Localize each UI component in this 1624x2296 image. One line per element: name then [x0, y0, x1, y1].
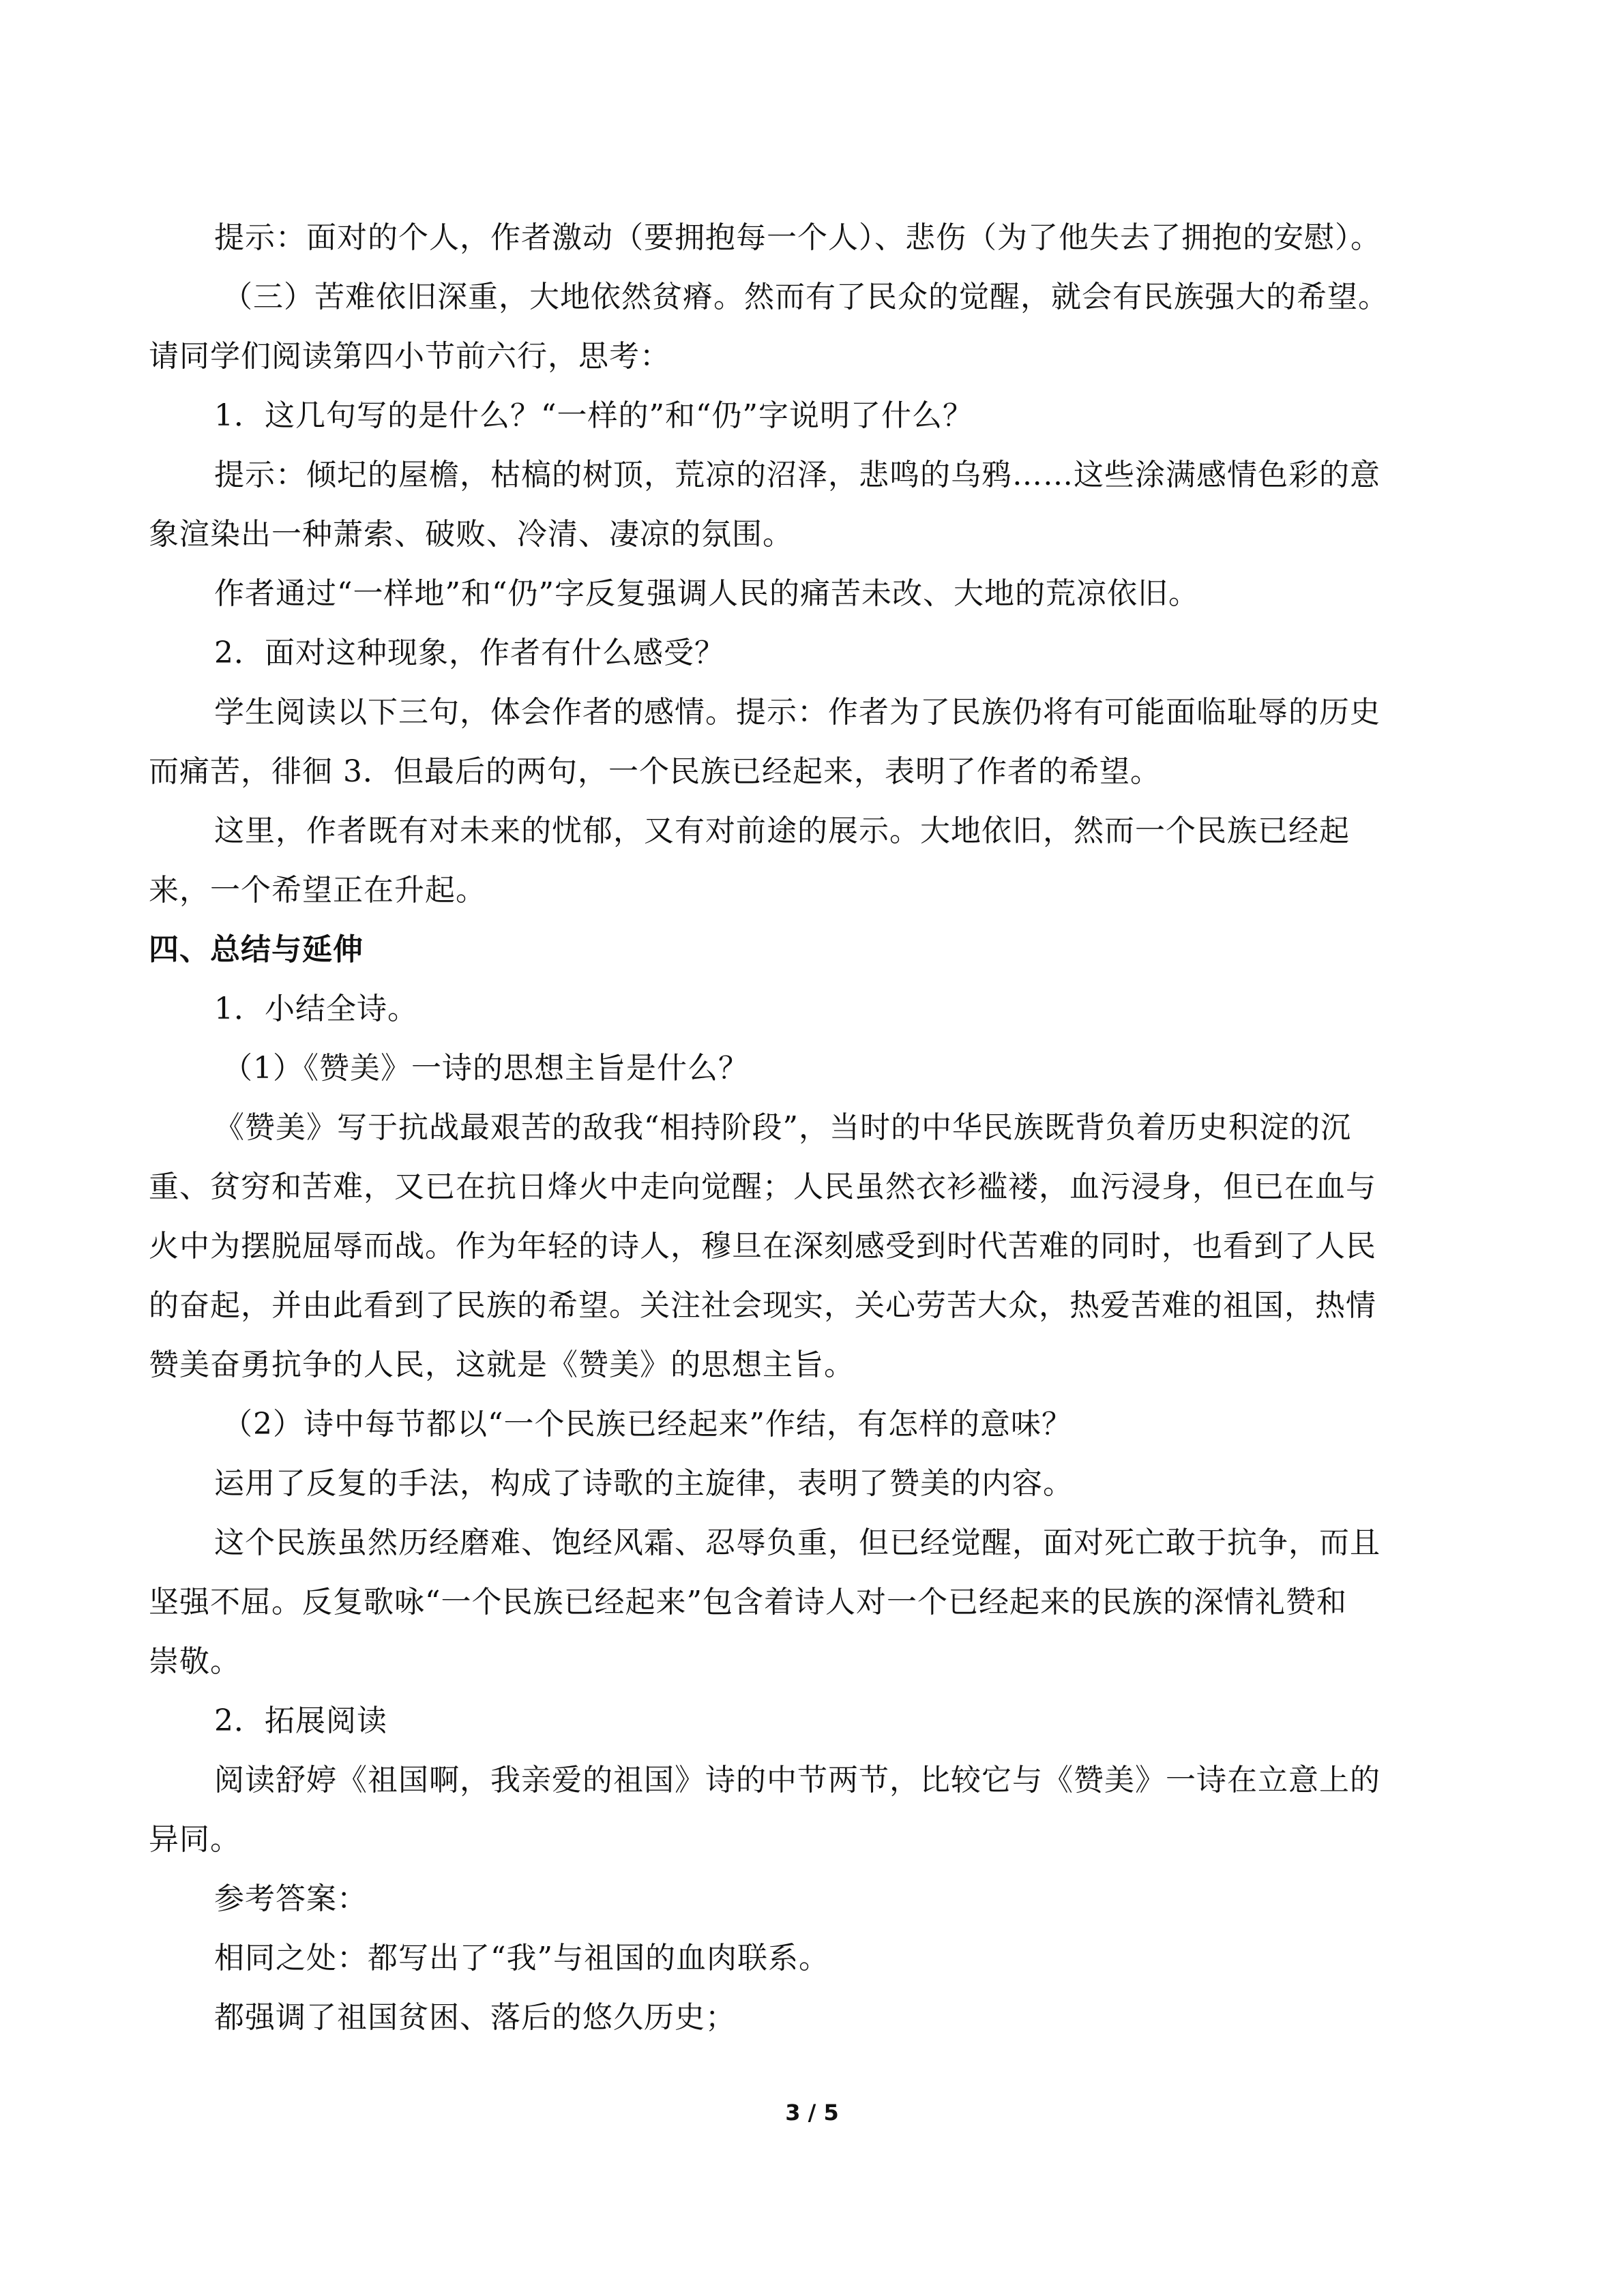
paragraph-line: 参考答案：	[214, 1881, 368, 1916]
paragraph-line: 异同。	[149, 1822, 241, 1857]
paragraph-line: （三）苦难依旧深重，大地依然贫瘠。然而有了民众的觉醒，就会有民族强大的希望。	[222, 280, 1389, 314]
paragraph-line: 2．面对这种现象，作者有什么感受？	[214, 636, 725, 670]
document-body	[149, 208, 1465, 2047]
paragraph-line: 2．拓展阅读	[214, 1703, 387, 1738]
paragraph-line: 火中为摆脱屈辱而战。作为年轻的诗人，穆旦在深刻感受到时代苦难的同时，也看到了人民	[149, 1229, 1376, 1264]
section-heading: 四、总结与延伸	[149, 932, 364, 967]
paragraph-line: 象渲染出一种萧索、破败、冷清、凄凉的氛围。	[149, 517, 793, 552]
paragraph-line: （2）诗中每节都以“一个民族已经起来”作结，有怎样的意味？	[222, 1407, 1072, 1442]
paragraph-line: 阅读舒婷《祖国啊，我亲爱的祖国》诗的中节两节，比较它与《赞美》一诗在立意上的	[214, 1763, 1381, 1798]
paragraph-line: 运用了反复的手法，构成了诗歌的主旋律，表明了赞美的内容。	[214, 1466, 1074, 1501]
paragraph-line: 坚强不屈。反复歌咏“一个民族已经起来”包含着诗人对一个已经起来的民族的深情礼赞和	[149, 1585, 1347, 1620]
paragraph-line: 作者通过“一样地”和“仍”字反复强调人民的痛苦未改、大地的荒凉依旧。	[214, 576, 1199, 611]
paragraph-line: 崇敬。	[149, 1644, 241, 1679]
paragraph-line: 学生阅读以下三句，体会作者的感情。提示：作者为了民族仍将有可能面临耻辱的历史	[214, 695, 1381, 730]
paragraph-line: 的奋起，并由此看到了民族的希望。关注社会现实，关心劳苦大众，热爱苦难的祖国，热情	[149, 1288, 1376, 1323]
paragraph-line: 请同学们阅读第四小节前六行，思考：	[149, 339, 670, 374]
paragraph-line: 提示：倾圮的屋檐，枯槁的树顶，荒凉的沼泽，悲鸣的乌鸦……这些涂满感情色彩的意	[214, 458, 1381, 492]
paragraph-line: 都强调了祖国贫困、落后的悠久历史；	[214, 2000, 736, 2035]
paragraph-line: 来，一个希望正在升起。	[149, 873, 486, 908]
paragraph-line: （1）《赞美》一诗的思想主旨是什么？	[222, 1051, 749, 1086]
paragraph-line: 提示：面对的个人，作者激动（要拥抱每一个人）、悲伤（为了他失去了拥抱的安慰）。	[214, 220, 1381, 255]
paragraph-line: 1．小结全诗。	[214, 992, 418, 1026]
paragraph-line: 这里，作者既有对未来的忧郁，又有对前途的展示。大地依旧，然而一个民族已经起	[214, 814, 1350, 848]
paragraph-line: 赞美奋勇抗争的人民，这就是《赞美》的思想主旨。	[149, 1347, 855, 1382]
paragraph-line: 这个民族虽然历经磨难、饱经风霜、忍辱负重，但已经觉醒，面对死亡敢于抗争，而且	[214, 1525, 1381, 1560]
paragraph-line: 1．这几句写的是什么？“一样的”和“仍”字说明了什么？	[214, 398, 973, 433]
paragraph-line: 相同之处：都写出了“我”与祖国的血肉联系。	[214, 1941, 829, 1976]
paragraph-line: 《赞美》写于抗战最艰苦的敌我“相持阶段”，当时的中华民族既背负着历史积淀的沉	[214, 1110, 1351, 1145]
page-number: 3 / 5	[785, 2100, 839, 2126]
paragraph-line: 而痛苦，徘徊 3．但最后的两句，一个民族已经起来，表明了作者的希望。	[149, 754, 1161, 789]
paragraph-line: 重、贫穷和苦难，又已在抗日烽火中走向觉醒；人民虽然衣衫褴褛，血污浸身，但已在血与	[149, 1169, 1376, 1204]
